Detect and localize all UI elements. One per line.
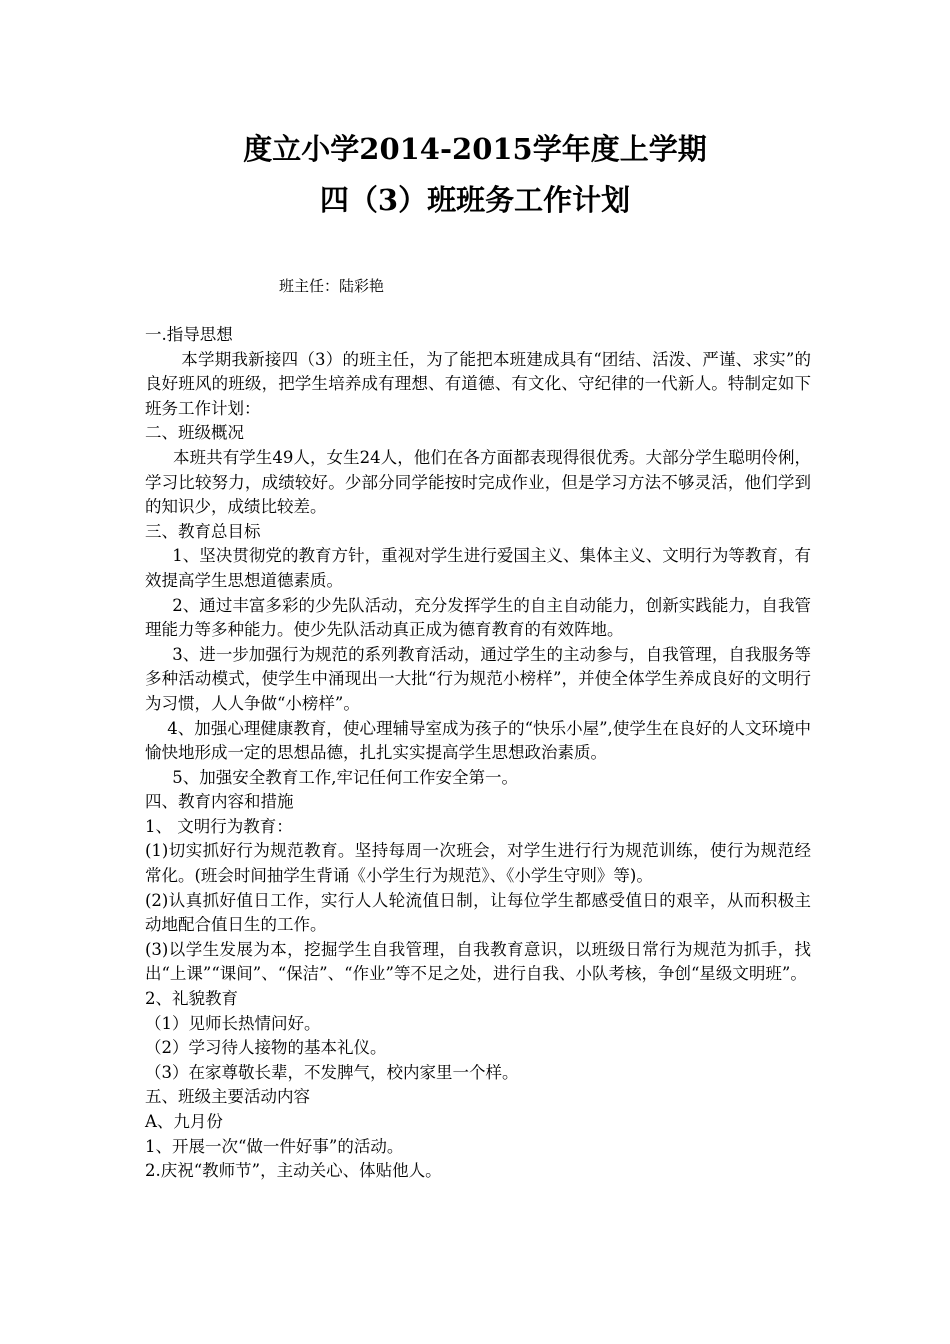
goal-item: 2、通过丰富多彩的少先队活动，充分发挥学生的自主自动能力，创新实践能力，自我管理能力等多种能力。使少先队活动真正成为德育教育的有效阵地。 [145, 595, 811, 640]
guiding-thought-paragraph: 本学期我新接四（3）的班主任，为了能把本班建成具有“团结、活泼、严谨、求实”的良好班风的班级，把学生培养成有理想、有道德、有文化、守纪律的一代新人。特制定如下班务工作计划： [145, 349, 811, 418]
goal-item: 3、进一步加强行为规范的系列教育活动，通过学生的主动参与，自我管理，自我服务等多种活动模式，使学生中涌现出一大批“行为规范小榜样”，并使全体学生养成良好的文明行为习惯，人人争做“小榜样”。 [145, 644, 811, 713]
civility-item: (1)切实抓好行为规范教育。坚持每周一次班会，对学生进行行为规范训练，使行为规范经常化。(班会时间抽学生背诵《小学生行为规范》、《小学生守则》等)。 [145, 841, 811, 886]
section-heading-activities: 五、班级主要活动内容 [145, 1087, 310, 1107]
civility-item: (2)认真抓好值日工作，实行人人轮流值日制，让每位学生都感受值日的艰辛，从而积极主动地配合值日生的工作。 [145, 890, 811, 935]
civility-item: (3)以学生发展为本，挖掘学生自我管理，自我教育意识，以班级日常行为规范为抓手，找出“上课”“课间”、“保洁”、“作业”等不足之处，进行自我、小队考核，争创“星级文明班”。 [145, 939, 811, 984]
section-heading-education-goals: 三、教育总目标 [145, 521, 261, 541]
document-title: 度立小学2014-2015学年度上学期 [243, 132, 707, 166]
goal-item: 4、加强心理健康教育，使心理辅导室成为孩子的“快乐小屋”,使学生在良好的人文环境中愉快地形成一定的思想品德，扎扎实实提高学生思想政治素质。 [145, 718, 811, 763]
courtesy-item: （3）在家尊敬长辈，不发脾气，校内家里一个样。 [145, 1062, 519, 1082]
section-heading-guiding-thought: 一.指导思想 [145, 325, 233, 344]
activity-item: 2.庆祝“教师节”，主动关心、体贴他人。 [145, 1161, 442, 1181]
section-heading-class-overview: 二、班级概况 [145, 423, 244, 443]
subsection-heading-civility: 1、 文明行为教育： [145, 816, 293, 836]
document-body [145, 323, 811, 1184]
goal-item: 5、加强安全教育工作,牢记任何工作安全第一。 [172, 767, 518, 787]
goal-item: 1、坚决贯彻党的教育方针，重视对学生进行爱国主义、集体主义、文明行为等教育，有效提高学生思想道德素质。 [145, 546, 811, 590]
document-subtitle: 四（3）班班务工作计划 [319, 183, 631, 217]
subsection-heading-courtesy: 2、礼貌教育 [145, 989, 238, 1009]
section-heading-content-measures: 四、教育内容和措施 [145, 792, 294, 812]
class-overview-paragraph: 本班共有学生49人，女生24人，他们在各方面都表现得很优秀。大部分学生聪明伶俐，学习比较努力，成绩较好。少部分同学能按时完成作业，但是学习方法不够灵活，他们学到的知识少，成绩比较差。 [145, 447, 811, 517]
courtesy-item: （2）学习待人接物的基本礼仪。 [145, 1038, 387, 1058]
teacher-name: 班主任：陆彩艳 [279, 277, 385, 295]
month-heading-september: A、九月份 [145, 1112, 223, 1131]
courtesy-item: （1）见师长热情问好。 [145, 1013, 321, 1033]
activity-item: 1、开展一次“做一件好事”的活动。 [145, 1136, 404, 1156]
